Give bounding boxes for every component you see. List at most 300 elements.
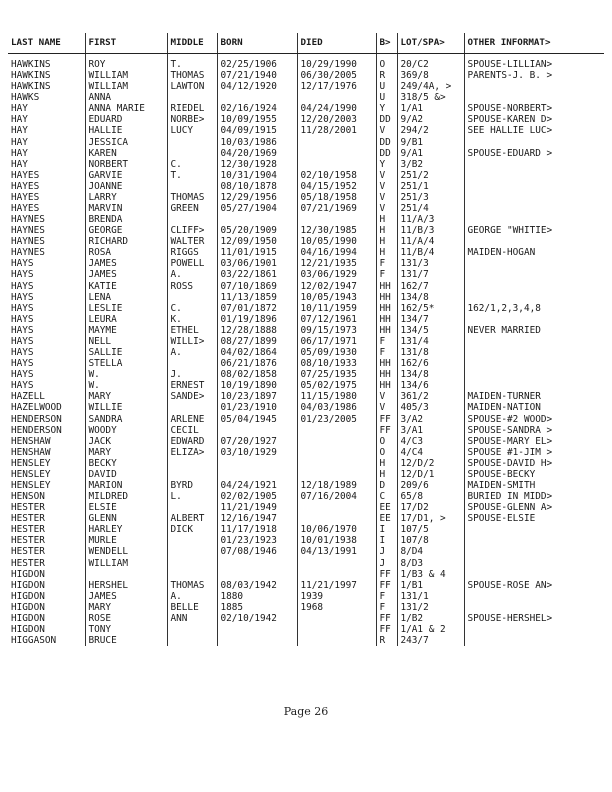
table-row bbox=[8, 347, 604, 358]
died-date-cell: 05/09/1930 bbox=[297, 347, 376, 358]
middle-name-cell bbox=[167, 635, 217, 646]
block-cell: R bbox=[376, 70, 397, 81]
block-cell: V bbox=[376, 125, 397, 136]
block-cell: DD bbox=[376, 148, 397, 159]
table-row bbox=[8, 369, 604, 380]
born-date-cell bbox=[217, 558, 297, 569]
first-name-cell: MARVIN bbox=[85, 203, 167, 214]
born-date-cell: 07/10/1869 bbox=[217, 281, 297, 292]
block-cell: I bbox=[376, 524, 397, 535]
lot-space-cell: 17/D1, > bbox=[397, 513, 464, 524]
first-name-cell: STELLA bbox=[85, 358, 167, 369]
table-row bbox=[8, 148, 604, 159]
table-row bbox=[8, 458, 604, 469]
col-died: DIED bbox=[297, 33, 376, 54]
last-name-cell: HESTER bbox=[11, 546, 45, 558]
first-name-cell: JOANNE bbox=[85, 181, 167, 192]
last-name-cell: HAYNES bbox=[11, 247, 45, 259]
last-name-cell: HAYES bbox=[11, 169, 40, 181]
other-info-cell: SPOUSE-ELSIE bbox=[464, 513, 604, 524]
other-info-cell bbox=[464, 558, 604, 569]
died-date-cell: 07/12/1961 bbox=[297, 314, 376, 325]
other-info-cell bbox=[464, 214, 604, 225]
block-cell: H bbox=[376, 236, 397, 247]
last-name-cell: HENSLEY bbox=[11, 479, 51, 491]
lot-space-cell: 294/2 bbox=[397, 125, 464, 136]
other-info-cell: SPOUSE-DAVID H> bbox=[464, 458, 604, 469]
first-name-cell: MARY bbox=[85, 391, 167, 402]
died-date-cell: 10/06/1970 bbox=[297, 524, 376, 535]
other-info-cell bbox=[464, 292, 604, 303]
last-name-cell: HESTER bbox=[11, 502, 45, 514]
born-date-cell bbox=[217, 458, 297, 469]
born-date-cell: 12/16/1947 bbox=[217, 513, 297, 524]
last-name-cell: HAZELWOOD bbox=[11, 402, 62, 414]
died-date-cell bbox=[297, 635, 376, 646]
lot-space-cell: 405/3 bbox=[397, 402, 464, 413]
block-cell: HH bbox=[376, 358, 397, 369]
born-date-cell: 08/02/1858 bbox=[217, 369, 297, 380]
lot-space-cell: 251/1 bbox=[397, 181, 464, 192]
born-date-cell: 10/03/1986 bbox=[217, 137, 297, 148]
block-cell: V bbox=[376, 203, 397, 214]
born-date-cell: 11/13/1859 bbox=[217, 292, 297, 303]
other-info-cell: 162/1,2,3,4,8 bbox=[464, 303, 604, 314]
died-date-cell bbox=[297, 458, 376, 469]
died-date-cell: 06/17/1971 bbox=[297, 336, 376, 347]
last-name-cell: HIGGASON bbox=[11, 635, 57, 647]
middle-name-cell: ERNEST bbox=[167, 380, 217, 391]
born-date-cell: 01/23/1923 bbox=[217, 535, 297, 546]
col-middle: MIDDLE bbox=[167, 33, 217, 54]
table-row bbox=[8, 414, 604, 425]
lot-space-cell: 1/B3 & 4 bbox=[397, 569, 464, 580]
table-row bbox=[8, 391, 604, 402]
died-date-cell: 07/25/1935 bbox=[297, 369, 376, 380]
first-name-cell: NORBERT bbox=[85, 159, 167, 170]
lot-space-cell: 1/B2 bbox=[397, 613, 464, 624]
born-date-cell: 04/12/1920 bbox=[217, 81, 297, 92]
middle-name-cell bbox=[167, 458, 217, 469]
born-date-cell: 04/02/1864 bbox=[217, 347, 297, 358]
block-cell: V bbox=[376, 391, 397, 402]
last-name-cell: HENDERSON bbox=[11, 424, 62, 436]
table-row bbox=[8, 325, 604, 336]
lot-space-cell: 107/5 bbox=[397, 524, 464, 535]
born-date-cell: 07/21/1940 bbox=[217, 70, 297, 81]
lot-space-cell: 369/8 bbox=[397, 70, 464, 81]
last-name-cell: HAY bbox=[11, 114, 28, 126]
died-date-cell: 10/29/1990 bbox=[297, 54, 376, 71]
born-date-cell: 11/21/1949 bbox=[217, 502, 297, 513]
block-cell: F bbox=[376, 258, 397, 269]
table-row bbox=[8, 613, 604, 624]
died-date-cell: 11/15/1980 bbox=[297, 391, 376, 402]
died-date-cell: 12/02/1947 bbox=[297, 281, 376, 292]
last-name-cell: HIGDON bbox=[11, 568, 45, 580]
middle-name-cell bbox=[167, 569, 217, 580]
table-row bbox=[8, 480, 604, 491]
first-name-cell: ROY bbox=[85, 54, 167, 71]
died-date-cell: 1968 bbox=[297, 602, 376, 613]
died-date-cell bbox=[297, 137, 376, 148]
lot-space-cell: 11/A/4 bbox=[397, 236, 464, 247]
other-info-cell bbox=[464, 347, 604, 358]
block-cell: HH bbox=[376, 303, 397, 314]
other-info-cell bbox=[464, 236, 604, 247]
table-row bbox=[8, 425, 604, 436]
other-info-cell bbox=[464, 170, 604, 181]
table-row bbox=[8, 513, 604, 524]
last-name-cell: HIGDON bbox=[11, 579, 45, 591]
last-name-cell: HAYS bbox=[11, 335, 34, 347]
died-date-cell bbox=[297, 436, 376, 447]
lot-space-cell: 131/1 bbox=[397, 591, 464, 602]
born-date-cell: 03/06/1901 bbox=[217, 258, 297, 269]
table-row bbox=[8, 380, 604, 391]
block-cell: O bbox=[376, 436, 397, 447]
table-row bbox=[8, 569, 604, 580]
born-date-cell: 05/27/1904 bbox=[217, 203, 297, 214]
block-cell: HH bbox=[376, 325, 397, 336]
last-name-cell: HAWKINS bbox=[11, 70, 51, 82]
block-cell: F bbox=[376, 591, 397, 602]
table-row bbox=[8, 225, 604, 236]
other-info-cell bbox=[464, 137, 604, 148]
block-cell: V bbox=[376, 181, 397, 192]
lot-space-cell: 131/4 bbox=[397, 336, 464, 347]
died-date-cell: 06/30/2005 bbox=[297, 70, 376, 81]
table-row bbox=[8, 269, 604, 280]
died-date-cell bbox=[297, 214, 376, 225]
lot-space-cell: 162/6 bbox=[397, 358, 464, 369]
died-date-cell bbox=[297, 447, 376, 458]
last-name-cell: HIGDON bbox=[11, 601, 45, 613]
born-date-cell: 10/31/1904 bbox=[217, 170, 297, 181]
last-name-cell: HAY bbox=[11, 125, 28, 137]
table-row bbox=[8, 236, 604, 247]
born-date-cell: 1885 bbox=[217, 602, 297, 613]
block-cell: FF bbox=[376, 613, 397, 624]
died-date-cell bbox=[297, 569, 376, 580]
middle-name-cell: DICK bbox=[167, 524, 217, 535]
lot-space-cell: 3/B2 bbox=[397, 159, 464, 170]
table-row bbox=[8, 602, 604, 613]
other-info-cell: NEVER MARRIED bbox=[464, 325, 604, 336]
died-date-cell: 07/21/1969 bbox=[297, 203, 376, 214]
table-row bbox=[8, 336, 604, 347]
table-row bbox=[8, 214, 604, 225]
born-date-cell: 10/19/1890 bbox=[217, 380, 297, 391]
died-date-cell bbox=[297, 513, 376, 524]
middle-name-cell bbox=[167, 624, 217, 635]
last-name-cell: HENDERSON bbox=[11, 413, 62, 425]
middle-name-cell: THOMAS bbox=[167, 580, 217, 591]
born-date-cell: 08/27/1899 bbox=[217, 336, 297, 347]
last-name-cell: HAYS bbox=[11, 347, 34, 359]
lot-space-cell: 131/8 bbox=[397, 347, 464, 358]
other-info-cell bbox=[464, 635, 604, 646]
table-row bbox=[8, 591, 604, 602]
table-row bbox=[8, 580, 604, 591]
lot-space-cell: 209/6 bbox=[397, 480, 464, 491]
last-name-cell: HAYS bbox=[11, 380, 34, 392]
first-name-cell: KAREN bbox=[85, 148, 167, 159]
first-name-cell: LEURA bbox=[85, 314, 167, 325]
last-name-cell: HAYS bbox=[11, 313, 34, 325]
first-name-cell: WOODY bbox=[85, 425, 167, 436]
lot-space-cell: 11/A/3 bbox=[397, 214, 464, 225]
born-date-cell bbox=[217, 469, 297, 480]
other-info-cell bbox=[464, 92, 604, 103]
block-cell: FF bbox=[376, 414, 397, 425]
middle-name-cell: C. bbox=[167, 159, 217, 170]
table-row bbox=[8, 192, 604, 203]
middle-name-cell: THOMAS bbox=[167, 70, 217, 81]
last-name-cell: HAYS bbox=[11, 269, 34, 281]
first-name-cell: MARION bbox=[85, 480, 167, 491]
died-date-cell bbox=[297, 148, 376, 159]
lot-space-cell: 162/5* bbox=[397, 303, 464, 314]
first-name-cell: EDUARD bbox=[85, 114, 167, 125]
burial-records-table bbox=[8, 33, 604, 646]
middle-name-cell: LUCY bbox=[167, 125, 217, 136]
block-cell: U bbox=[376, 92, 397, 103]
first-name-cell: KATIE bbox=[85, 281, 167, 292]
died-date-cell bbox=[297, 624, 376, 635]
lot-space-cell: 134/8 bbox=[397, 292, 464, 303]
table-row bbox=[8, 137, 604, 148]
middle-name-cell: K. bbox=[167, 314, 217, 325]
other-info-cell bbox=[464, 269, 604, 280]
table-row bbox=[8, 181, 604, 192]
other-info-cell bbox=[464, 203, 604, 214]
last-name-cell: HESTER bbox=[11, 513, 45, 525]
middle-name-cell: BELLE bbox=[167, 602, 217, 613]
first-name-cell: LENA bbox=[85, 292, 167, 303]
died-date-cell: 04/24/1990 bbox=[297, 103, 376, 114]
last-name-cell: HENSLEY bbox=[11, 457, 51, 469]
other-info-cell bbox=[464, 624, 604, 635]
died-date-cell bbox=[297, 502, 376, 513]
block-cell: V bbox=[376, 192, 397, 203]
first-name-cell: ANNA MARIE bbox=[85, 103, 167, 114]
died-date-cell: 04/16/1994 bbox=[297, 247, 376, 258]
first-name-cell: JAMES bbox=[85, 258, 167, 269]
block-cell: F bbox=[376, 269, 397, 280]
died-date-cell: 12/21/1935 bbox=[297, 258, 376, 269]
other-info-cell bbox=[464, 181, 604, 192]
block-cell: F bbox=[376, 602, 397, 613]
first-name-cell: WILLIAM bbox=[85, 70, 167, 81]
last-name-cell: HESTER bbox=[11, 535, 45, 547]
lot-space-cell: 243/7 bbox=[397, 635, 464, 646]
died-date-cell: 07/16/2004 bbox=[297, 491, 376, 502]
middle-name-cell: SANDE> bbox=[167, 391, 217, 402]
table-row bbox=[8, 491, 604, 502]
last-name-cell: HAYNES bbox=[11, 225, 45, 237]
last-name-cell: HIGDON bbox=[11, 612, 45, 624]
born-date-cell: 01/19/1896 bbox=[217, 314, 297, 325]
other-info-cell: PARENTS-J. B. > bbox=[464, 70, 604, 81]
died-date-cell: 03/06/1929 bbox=[297, 269, 376, 280]
lot-space-cell: 9/A1 bbox=[397, 148, 464, 159]
born-date-cell bbox=[217, 425, 297, 436]
table-row bbox=[8, 247, 604, 258]
lot-space-cell: 131/7 bbox=[397, 269, 464, 280]
last-name-cell: HAYES bbox=[11, 191, 40, 203]
first-name-cell: ANNA bbox=[85, 92, 167, 103]
table-row bbox=[8, 114, 604, 125]
born-date-cell: 05/04/1945 bbox=[217, 414, 297, 425]
middle-name-cell: ROSS bbox=[167, 281, 217, 292]
died-date-cell: 02/10/1958 bbox=[297, 170, 376, 181]
other-info-cell: SPOUSE-HERSHEL> bbox=[464, 613, 604, 624]
table-row bbox=[8, 469, 604, 480]
table-row bbox=[8, 635, 604, 646]
lot-space-cell: 361/2 bbox=[397, 391, 464, 402]
middle-name-cell bbox=[167, 535, 217, 546]
first-name-cell: NELL bbox=[85, 336, 167, 347]
died-date-cell bbox=[297, 425, 376, 436]
middle-name-cell: A. bbox=[167, 347, 217, 358]
block-cell: H bbox=[376, 469, 397, 480]
middle-name-cell: CLIFF> bbox=[167, 225, 217, 236]
first-name-cell: BECKY bbox=[85, 458, 167, 469]
other-info-cell: MAIDEN-TURNER bbox=[464, 391, 604, 402]
died-date-cell: 04/13/1991 bbox=[297, 546, 376, 557]
last-name-cell: HAYS bbox=[11, 324, 34, 336]
lot-space-cell: 12/D/1 bbox=[397, 469, 464, 480]
first-name-cell: MARY bbox=[85, 602, 167, 613]
born-date-cell: 04/20/1969 bbox=[217, 148, 297, 159]
block-cell: Y bbox=[376, 103, 397, 114]
block-cell: O bbox=[376, 54, 397, 71]
born-date-cell: 04/09/1915 bbox=[217, 125, 297, 136]
last-name-cell: HAWKINS bbox=[11, 59, 51, 70]
first-name-cell: LESLIE bbox=[85, 303, 167, 314]
block-cell: FF bbox=[376, 569, 397, 580]
middle-name-cell bbox=[167, 558, 217, 569]
born-date-cell bbox=[217, 214, 297, 225]
died-date-cell: 1939 bbox=[297, 591, 376, 602]
last-name-cell: HAYS bbox=[11, 280, 34, 292]
table-row bbox=[8, 447, 604, 458]
middle-name-cell: ALBERT bbox=[167, 513, 217, 524]
lot-space-cell: 1/B1 bbox=[397, 580, 464, 591]
lot-space-cell: 8/D3 bbox=[397, 558, 464, 569]
lot-space-cell: 107/8 bbox=[397, 535, 464, 546]
other-info-cell bbox=[464, 535, 604, 546]
middle-name-cell bbox=[167, 469, 217, 480]
died-date-cell: 11/28/2001 bbox=[297, 125, 376, 136]
last-name-cell: HAYNES bbox=[11, 214, 45, 226]
other-info-cell bbox=[464, 358, 604, 369]
born-date-cell: 02/02/1905 bbox=[217, 491, 297, 502]
col-born: BORN bbox=[217, 33, 297, 54]
last-name-cell: HESTER bbox=[11, 557, 45, 569]
block-cell: DD bbox=[376, 114, 397, 125]
middle-name-cell: GREEN bbox=[167, 203, 217, 214]
lot-space-cell: 9/A2 bbox=[397, 114, 464, 125]
other-info-cell bbox=[464, 81, 604, 92]
born-date-cell: 1880 bbox=[217, 591, 297, 602]
col-other-info: OTHER INFORMAT> bbox=[464, 33, 604, 54]
born-date-cell: 03/10/1929 bbox=[217, 447, 297, 458]
middle-name-cell: T. bbox=[167, 170, 217, 181]
born-date-cell bbox=[217, 569, 297, 580]
table-row bbox=[8, 70, 604, 81]
born-date-cell: 07/20/1927 bbox=[217, 436, 297, 447]
lot-space-cell: 134/6 bbox=[397, 380, 464, 391]
died-date-cell bbox=[297, 558, 376, 569]
other-info-cell bbox=[464, 159, 604, 170]
table-row bbox=[8, 170, 604, 181]
died-date-cell: 10/05/1943 bbox=[297, 292, 376, 303]
first-name-cell: SANDRA bbox=[85, 414, 167, 425]
other-info-cell: GEORGE "WHITIE> bbox=[464, 225, 604, 236]
first-name-cell: MARY bbox=[85, 447, 167, 458]
first-name-cell: W. bbox=[85, 369, 167, 380]
born-date-cell: 12/09/1950 bbox=[217, 236, 297, 247]
table-row bbox=[8, 281, 604, 292]
born-date-cell: 07/08/1946 bbox=[217, 546, 297, 557]
first-name-cell: WILLIAM bbox=[85, 81, 167, 92]
died-date-cell: 11/21/1997 bbox=[297, 580, 376, 591]
first-name-cell: MILDRED bbox=[85, 491, 167, 502]
other-info-cell: SEE HALLIE LUC> bbox=[464, 125, 604, 136]
lot-space-cell: 251/4 bbox=[397, 203, 464, 214]
last-name-cell: HENSHAW bbox=[11, 446, 51, 458]
lot-space-cell: 3/A2 bbox=[397, 414, 464, 425]
other-info-cell bbox=[464, 524, 604, 535]
lot-space-cell: 20/C2 bbox=[397, 54, 464, 71]
first-name-cell: ROSA bbox=[85, 247, 167, 258]
last-name-cell: HAYS bbox=[11, 291, 34, 303]
table-row bbox=[8, 81, 604, 92]
other-info-cell: MAIDEN-NATION bbox=[464, 402, 604, 413]
middle-name-cell: L. bbox=[167, 491, 217, 502]
lot-space-cell: 8/D4 bbox=[397, 546, 464, 557]
middle-name-cell bbox=[167, 546, 217, 557]
middle-name-cell bbox=[167, 148, 217, 159]
table-row bbox=[8, 436, 604, 447]
block-cell: I bbox=[376, 535, 397, 546]
block-cell: HH bbox=[376, 314, 397, 325]
table-row bbox=[8, 558, 604, 569]
first-name-cell bbox=[85, 569, 167, 580]
block-cell: H bbox=[376, 214, 397, 225]
middle-name-cell bbox=[167, 292, 217, 303]
other-info-cell bbox=[464, 314, 604, 325]
lot-space-cell: 1/A1 bbox=[397, 103, 464, 114]
first-name-cell: HALLIE bbox=[85, 125, 167, 136]
block-cell: FF bbox=[376, 580, 397, 591]
died-date-cell: 01/23/2005 bbox=[297, 414, 376, 425]
table-row bbox=[8, 402, 604, 413]
lot-space-cell: 12/D/2 bbox=[397, 458, 464, 469]
first-name-cell: W. bbox=[85, 380, 167, 391]
born-date-cell: 12/30/1928 bbox=[217, 159, 297, 170]
other-info-cell: MAIDEN-SMITH bbox=[464, 480, 604, 491]
lot-space-cell: 134/8 bbox=[397, 369, 464, 380]
lot-space-cell: 131/2 bbox=[397, 602, 464, 613]
table-row bbox=[8, 103, 604, 114]
col-lot-space: LOT/SPA> bbox=[397, 33, 464, 54]
middle-name-cell bbox=[167, 92, 217, 103]
block-cell: D bbox=[376, 480, 397, 491]
first-name-cell: WILLIE bbox=[85, 402, 167, 413]
